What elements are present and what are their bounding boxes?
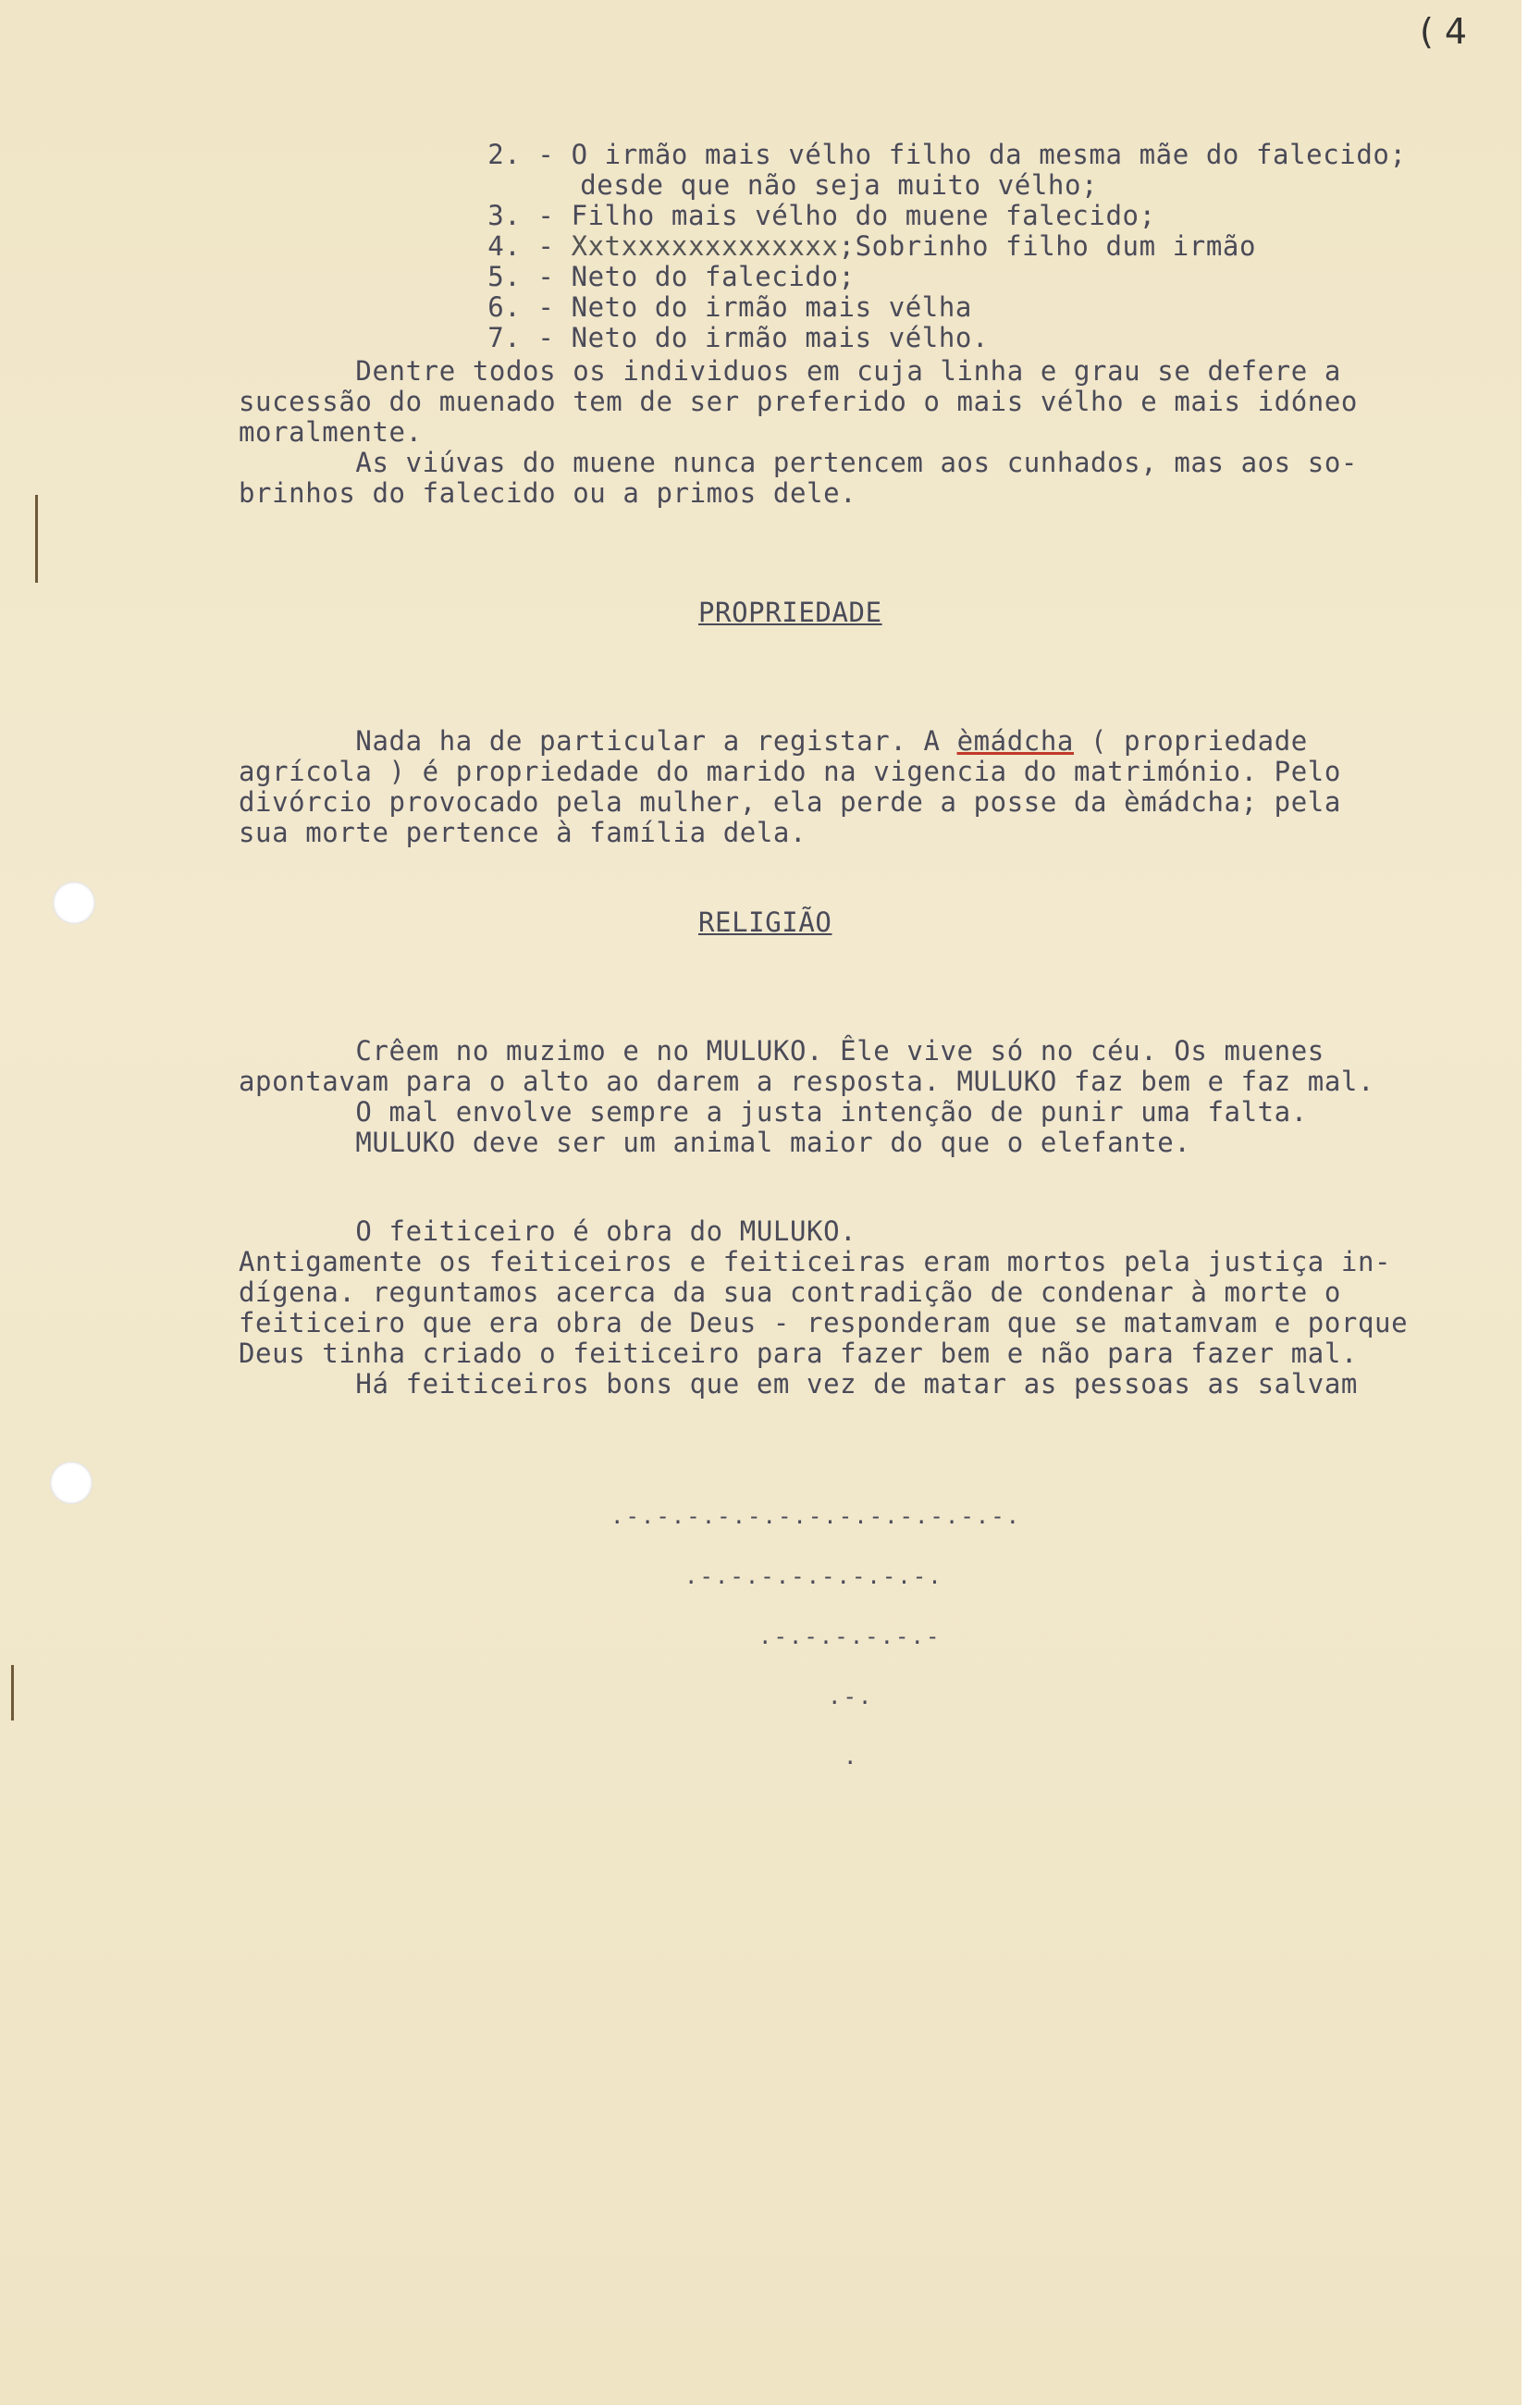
paragraph-line: sucessão do muenado tem de ser preferido o mais vélho e mais idóneo xyxy=(239,386,1358,417)
ornament-row: .-. xyxy=(828,1684,874,1709)
ornament-row: .-.-.-.-.-.-.-.-. xyxy=(684,1563,943,1589)
list-item: 2. - O irmão mais vélho filho da mesma mãe do falecido; xyxy=(487,139,1407,170)
section-heading-property: PROPRIEDADE xyxy=(698,597,882,628)
margin-mark xyxy=(35,495,38,583)
ornament-row: .-.-.-.-.-.-.-.-.-.-.-.-.-. xyxy=(610,1503,1022,1529)
punch-hole-bottom xyxy=(50,1462,92,1504)
punch-hole-top xyxy=(53,882,95,924)
paragraph-line xyxy=(239,726,1308,757)
list-number: 3. xyxy=(487,200,522,231)
list-item: 6. - Neto do irmão mais vélha xyxy=(487,291,972,323)
margin-mark xyxy=(11,1665,14,1720)
paragraph-line: apontavam para o alto ao darem a resposta. MULUKO faz bem e faz mal. xyxy=(239,1066,1375,1097)
ornament-row: . xyxy=(844,1744,859,1770)
paragraph-line: MULUKO deve ser um animal maior do que o elefante. xyxy=(239,1127,1191,1158)
list-text: Neto do falecido; xyxy=(571,261,856,292)
paragraph-line: agrícola ) é propriedade do marido na vigencia do matrimónio. Pelo xyxy=(239,756,1341,787)
list-text: desde que não seja muito vélho; xyxy=(580,169,1099,201)
paragraph-line: Deus tinha criado o feiticeiro para fazer bem e não para fazer mal. xyxy=(239,1338,1358,1369)
paragraph-line: feiticeiro que era obra de Deus - responderam que se matamvam e porque xyxy=(239,1307,1409,1338)
list-number: 6. xyxy=(487,291,522,323)
list-item: 7. - Neto do irmão mais vélho. xyxy=(487,322,990,353)
page-edge xyxy=(1522,0,1540,2405)
struck-text: Xxtxxxxxxxxxxxxx xyxy=(571,230,839,262)
list-item: 3. - Filho mais vélho do muene falecido; xyxy=(487,200,1156,231)
paragraph-line: divórcio provocado pela mulher, ela perde a posse da èmádcha; pela xyxy=(239,786,1341,818)
page-number: ( 4 xyxy=(1420,11,1468,52)
paragraph-line: brinhos do falecido ou a primos dele. xyxy=(239,477,857,509)
list-number: 7. xyxy=(487,322,522,353)
text-run: ( propriedade xyxy=(1073,725,1308,757)
list-text: O irmão mais vélho filho da mesma mãe do falecido; xyxy=(571,139,1407,170)
list-number: 5. xyxy=(487,261,522,292)
section-heading-religion: RELIGIÃO xyxy=(698,906,832,938)
underlined-term: èmádcha xyxy=(956,725,1074,757)
paragraph-line: Crêem no muzimo e no MULUKO. Êle vive só no céu. Os muenes xyxy=(239,1035,1324,1067)
paragraph-line: Há feiticeiros bons que em vez de matar as pessoas as salvam xyxy=(239,1368,1358,1400)
paragraph-line: O feiticeiro é obra do MULUKO. xyxy=(239,1215,857,1247)
paragraph-line: sua morte pertence à família dela. xyxy=(239,817,807,848)
list-text: ;Sobrinho filho dum irmão xyxy=(838,230,1257,262)
ornament-row: .-.-.-.-.-.- xyxy=(758,1623,942,1649)
list-item: 5. - Neto do falecido; xyxy=(487,261,856,292)
list-number: 2. xyxy=(487,139,522,170)
paragraph-line: O mal envolve sempre a justa intenção de punir uma falta. xyxy=(239,1096,1308,1128)
paragraph-line: As viúvas do muene nunca pertencem aos cunhados, mas aos so- xyxy=(239,447,1358,478)
list-item: 4. - Xxtxxxxxxxxxxxxx;Sobrinho filho dum irmão xyxy=(487,230,1257,262)
list-text: Neto do irmão mais vélho. xyxy=(571,322,990,353)
list-number: 4. xyxy=(487,230,522,262)
paragraph-line: dígena. reguntamos acerca da sua contradição de condenar à morte o xyxy=(239,1276,1341,1308)
paragraph-line: Antigamente os feiticeiros e feiticeiras eram mortos pela justiça in- xyxy=(239,1246,1392,1277)
paragraph-line: moralmente. xyxy=(239,416,423,448)
paragraph-line: Dentre todos os individuos em cuja linha e grau se defere a xyxy=(239,355,1341,387)
list-text: Neto do irmão mais vélha xyxy=(571,291,972,323)
text-run: Nada ha de particular a registar. A xyxy=(239,725,957,757)
list-text: Filho mais vélho do muene falecido; xyxy=(571,200,1156,231)
